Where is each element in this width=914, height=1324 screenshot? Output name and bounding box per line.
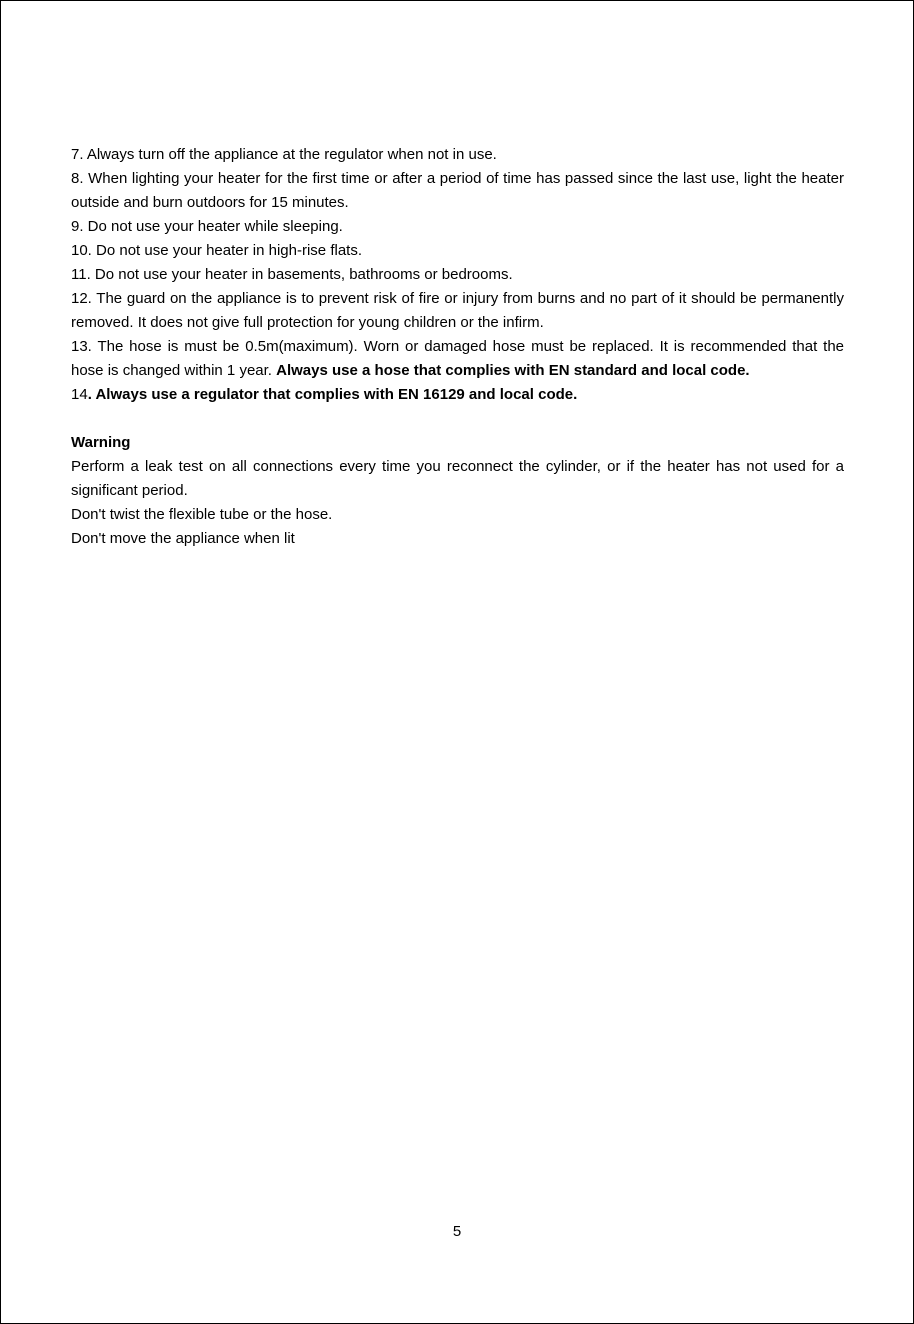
instruction-13 <box>71 335 844 383</box>
section-spacer <box>71 407 844 431</box>
instruction-9: 9. Do not use your heater while sleeping. <box>71 218 343 235</box>
instruction-14-number: 14 <box>71 386 88 403</box>
warning-line-3: Don't move the appliance when lit <box>71 530 295 547</box>
instruction-11: 11. Do not use your heater in basements, bathrooms or bedrooms. <box>71 266 513 283</box>
warning-line-2: Don't twist the flexible tube or the hose. <box>71 506 333 523</box>
warning-line-1: Perform a leak test on all connections every time you reconnect the cylinder, or if the heater has not used for a significant period. <box>71 458 844 499</box>
instruction-13-bold-text: Always use a hose that complies with EN standard and local code. <box>276 362 750 379</box>
warning-heading: Warning <box>71 434 131 451</box>
page-number: 5 <box>452 1223 462 1240</box>
instruction-14 <box>71 383 844 407</box>
instruction-8: 8. When lighting your heater for the first time or after a period of time has passed since the last use, light the heater outside and burn outdoors for 15 minutes. <box>71 170 844 211</box>
safety-instructions <box>71 143 844 551</box>
instruction-7: 7. Always turn off the appliance at the regulator when not in use. <box>71 146 497 163</box>
instruction-13-text: 13. The hose is must be 0.5m(maximum). Worn or damaged hose must be replaced. It is recommended that the hose is changed within 1 year. <box>71 338 844 379</box>
instruction-10: 10. Do not use your heater in high-rise flats. <box>71 242 362 259</box>
instruction-12: 12. The guard on the appliance is to prevent risk of fire or injury from burns and no part of it should be permanently removed. It does not give full protection for young children or the infirm. <box>71 290 844 331</box>
instruction-14-bold-text: . Always use a regulator that complies with EN 16129 and local code. <box>87 386 578 403</box>
